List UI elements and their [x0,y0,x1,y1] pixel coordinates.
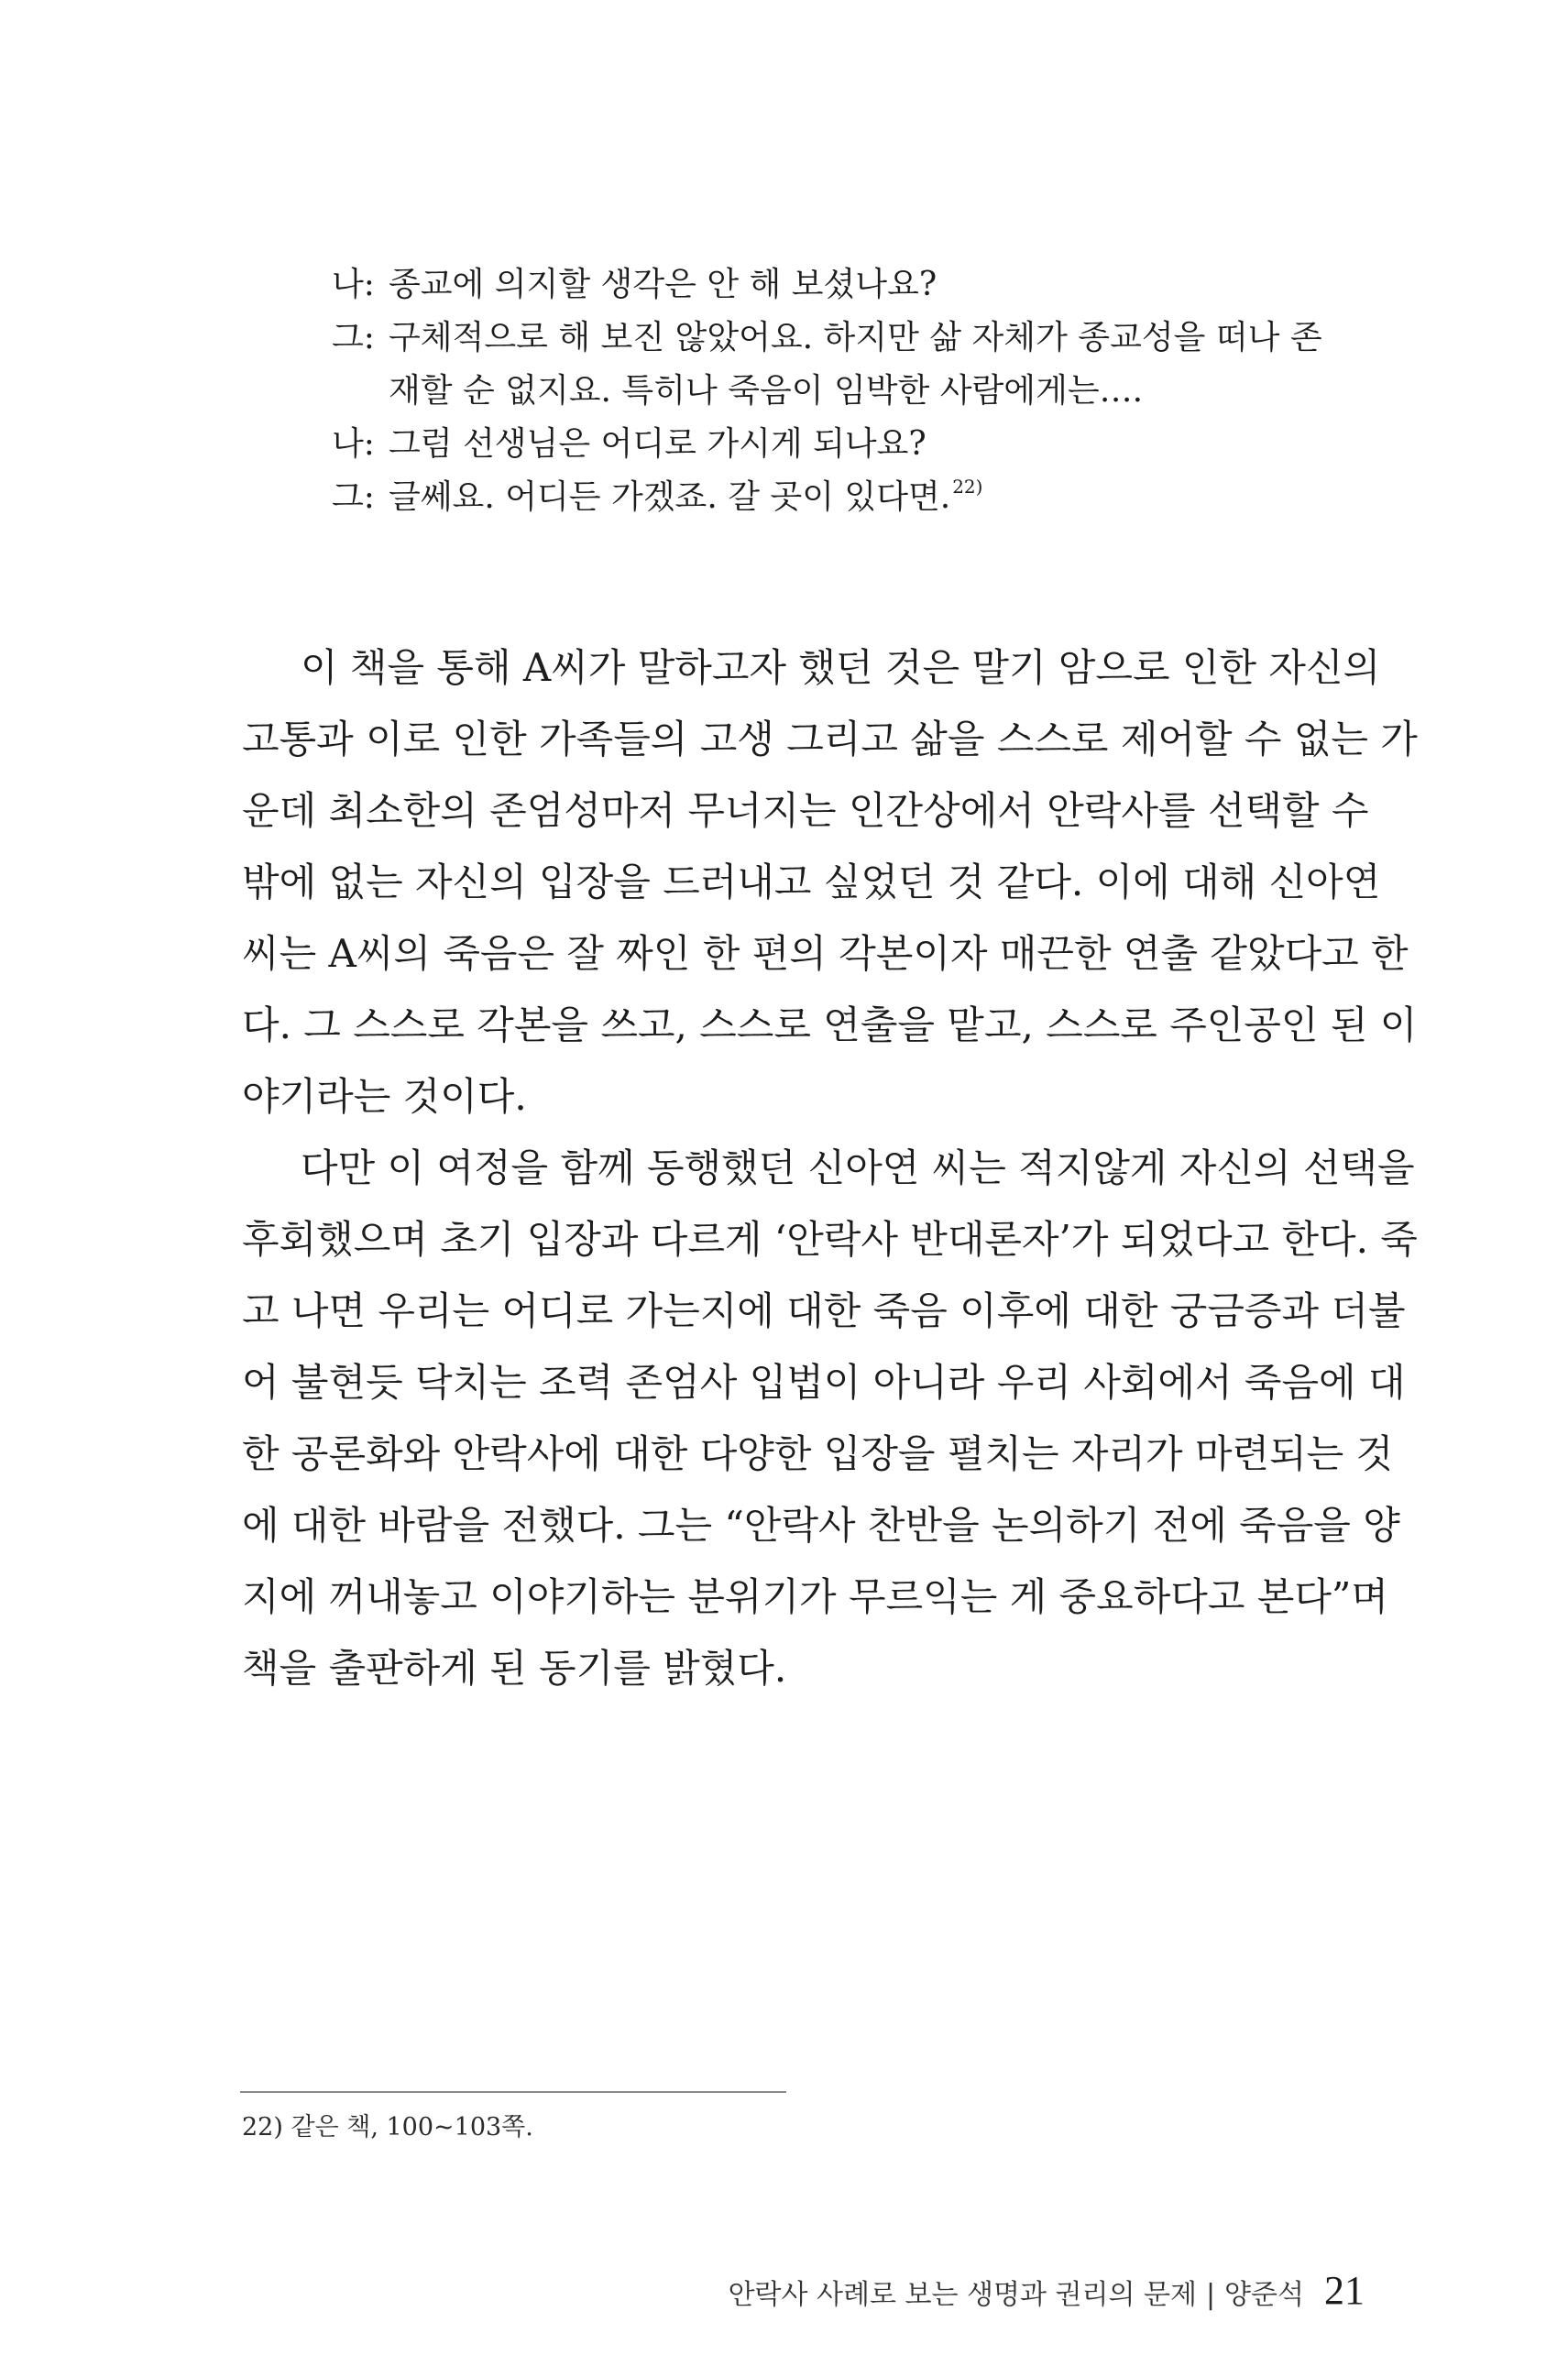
dialogue-speaker: 나: [332,425,375,463]
text-line: 씨는 A씨의 죽음은 잘 짜인 한 편의 각본이자 매끈한 연출 같았다고 한 [242,931,1409,976]
dialogue-line [332,258,1349,312]
paragraph-2 [242,1133,1418,1704]
running-title: 안락사 사례로 보는 생명과 권리의 문제 [728,2279,1197,2311]
dialogue-text [389,471,1349,524]
text-line: 고 나면 우리는 어디로 가는지에 대한 죽음 이후에 대한 궁금증과 더불 [242,1288,1406,1333]
text-line: 고통과 이로 인한 가족들의 고생 그리고 삶을 스스로 제어할 수 없는 가 [242,717,1418,761]
dialogue-line [332,471,1349,524]
dialogue-text: 종교에 의지할 생각은 안 해 보셨나요? [389,266,938,303]
paragraph-1 [242,632,1418,1133]
text-line: 에 대한 바람을 전했다. 그는 “안락사 찬반을 논의하기 전에 죽음을 양 [242,1503,1400,1548]
dialogue-line-continuation [332,365,1349,418]
dialogue-block [332,258,1349,524]
footnote-reference: 22) [952,476,983,498]
dialogue-line [332,312,1349,365]
footnote-text: 같은 책, 100~103쪽. [291,2113,533,2141]
text-line: 밖에 없는 자신의 입장을 드러내고 싶었던 것 같다. 이에 대해 신아연 [242,860,1381,904]
dialogue-line [332,418,1349,471]
footnote-divider [240,2091,786,2093]
text-line: 야기라는 것이다. [242,1074,527,1119]
text-line: 다. 그 스스로 각본을 쓰고, 스스로 연출을 맡고, 스스로 주인공인 된 이 [242,1002,1418,1047]
footer-separator: | [1205,2279,1216,2311]
footnote-marker: 22) [242,2113,283,2141]
body-text [242,632,1418,1704]
text-line: 한 공론화와 안락사에 대한 다양한 입장을 펼치는 자리가 마련되는 것 [242,1431,1394,1476]
text-line: 이 책을 통해 A씨가 말하고자 했던 것은 말기 암으로 인한 자신의 [301,645,1381,690]
text-line: 후회했으며 초기 입장과 다르게 ‘안락사 반대론자’가 되었다고 한다. 죽 [242,1217,1418,1262]
text-line: 지에 꺼내놓고 이야기하는 분위기가 무르익는 게 중요하다고 본다”며 [242,1574,1388,1619]
page-footer [729,2267,1365,2314]
dialogue-text: 재할 순 없지요. 특히나 죽음이 임박한 사람에게는…. [389,372,1144,410]
dialogue-speaker: 그: [332,478,375,516]
text-line: 운데 최소한의 존엄성마저 무너지는 인간상에서 안락사를 선택할 수 [242,788,1369,833]
text-line: 책을 출판하게 된 동기를 밝혔다. [242,1646,787,1691]
dialogue-speaker: 그: [332,319,375,356]
dialogue-speaker: 나: [332,266,375,303]
dialogue-text-content: 글쎄요. 어디든 가겠죠. 갈 곳이 있다면. [389,478,951,516]
dialogue-text: 그럼 선생님은 어디로 가시게 되나요? [389,425,927,463]
author-name: 양준석 [1224,2279,1304,2311]
text-line: 다만 이 여정을 함께 동행했던 신아연 씨는 적지않게 자신의 선택을 [301,1145,1415,1190]
text-line: 어 불현듯 닥치는 조력 존엄사 입법이 아니라 우리 사회에서 죽음에 대 [242,1360,1406,1405]
page-number: 21 [1324,2268,1365,2313]
dialogue-text: 구체적으로 해 보진 않았어요. 하지만 삶 자체가 종교성을 떠나 존 [389,319,1322,356]
footnote [242,2109,533,2146]
